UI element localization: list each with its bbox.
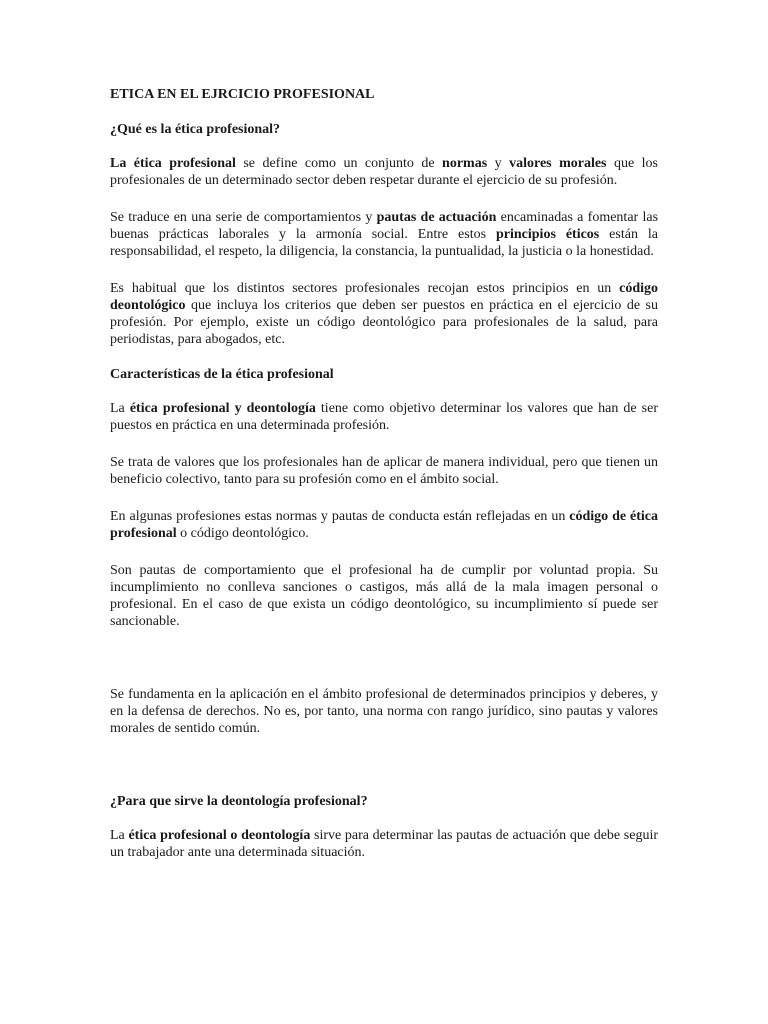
paragraph-behaviours (110, 209, 658, 260)
bold-term: valores morales (509, 156, 607, 171)
document-title: ETICA EN EL EJRCICIO PROFESIONAL (110, 87, 375, 102)
document-page (110, 86, 658, 861)
paragraph-text: Es habitual que los distintos sectores profesionales recojan estos principios en un (110, 281, 620, 296)
paragraph-text: están la responsabilidad, el respeto, la diligencia, la constancia, la puntualidad, la justicia o la honestidad. (110, 227, 658, 259)
section-heading-purpose: ¿Para que sirve la deontología profesional? (110, 794, 368, 809)
paragraph-deontological-code (110, 280, 658, 348)
paragraph-text: o código deontológico. (176, 526, 309, 541)
paragraph-text: En algunas profesiones estas normas y pautas de conducta están reflejadas en un (110, 509, 570, 524)
paragraph-text: tiene como objetivo determinar los valores que han de ser puestos en práctica en una determinada profesión. (110, 401, 659, 433)
bold-term: La ética profesional (110, 156, 236, 171)
bold-term: principios éticos (495, 227, 600, 242)
paragraph-purpose (110, 827, 658, 861)
bold-term: pautas de actuación (376, 210, 497, 225)
paragraph-text: Se traduce en una serie de comportamientos y (110, 210, 377, 225)
paragraph-foundation: Se fundamenta en la aplicación en el ámbito profesional de determinados principios y deberes, y en la defensa de derechos. No es, por tanto, una norma con rango jurídico, sino pautas y valores morales de sentido común. (110, 687, 658, 736)
paragraph-professions (110, 508, 658, 542)
paragraph-voluntary: Son pautas de comportamiento que el profesional ha de cumplir por voluntad propia. Su incumplimiento no conlleva sanciones o castigos, más allá de la mala imagen personal o profesional. En el caso de que exista un código deontológico, su incumplimiento sí puede ser sancionable. (110, 563, 658, 629)
paragraph-individual-values: Se trata de valores que los profesionales han de aplicar de manera individual, pero que tienen un beneficio colectivo, tanto para su profesión como en el ámbito social. (110, 455, 658, 487)
paragraph-text: La (110, 828, 129, 843)
bold-term: ética profesional o deontología (128, 828, 311, 843)
section-heading-characteristics: Características de la ética profesional (110, 367, 334, 382)
paragraph-definition (110, 155, 658, 189)
bold-term: código deontológico (110, 281, 658, 313)
paragraph-text: y (487, 156, 510, 171)
paragraph-text: que incluya los criterios que deben ser puestos en práctica en el ejercicio de su profesión. Por ejemplo, existe un código deontológico para profesionales de la salud, para periodistas, para abogados, etc. (110, 298, 658, 347)
bold-term: código de ética profesional (110, 509, 658, 541)
section-heading-what-is: ¿Qué es la ética profesional? (110, 122, 281, 137)
paragraph-text: encaminadas a fomentar las buenas prácticas laborales y la armonía social. Entre estos (110, 210, 659, 242)
paragraph-text: La (110, 401, 130, 416)
paragraph-text: se define como un conjunto de (235, 156, 443, 171)
bold-term: ética profesional y deontología (129, 401, 316, 416)
paragraph-objective (110, 400, 658, 434)
paragraph-text: que los profesionales de un determinado sector deben respetar durante el ejercicio de su profesión. (110, 156, 658, 188)
paragraph-text: sirve para determinar las pautas de actuación que debe seguir un trabajador ante una determinada situación. (110, 828, 659, 860)
bold-term: normas (442, 156, 488, 171)
